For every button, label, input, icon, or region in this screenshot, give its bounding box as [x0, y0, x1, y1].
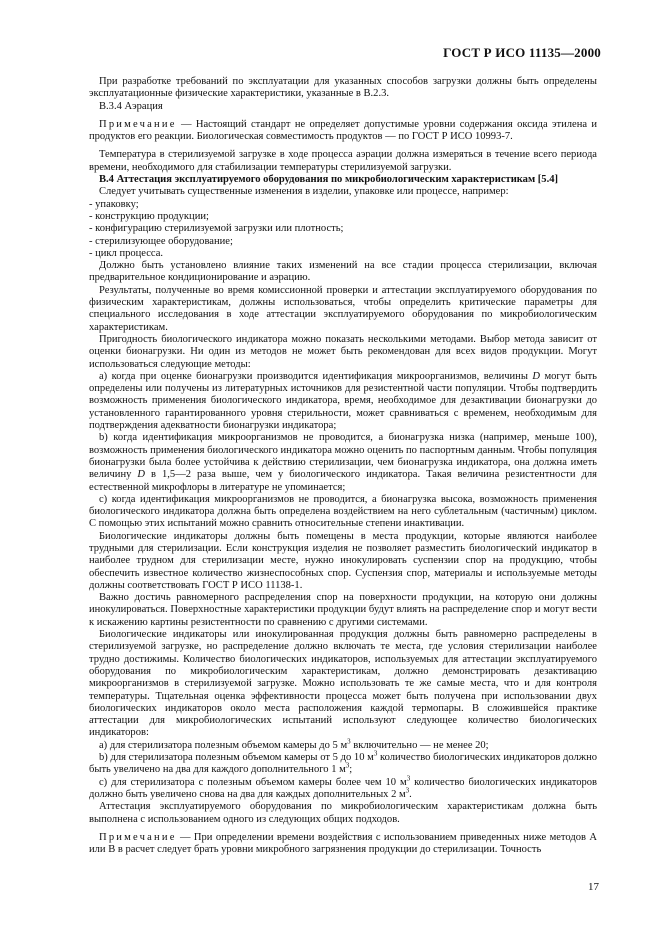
note-text: — Настоящий стандарт не определяет допустимые уровни содержания оксида этилена и продуктов его реакции. Биологическая совместимость продуктов — по ГОСТ Р ИСО 10993-7.: [89, 118, 598, 143]
page-number: 17: [588, 881, 599, 893]
quantity-item-b: b) для стерилизатора полезным объемом камеры от 5 до 10 $м^3$ количество биологических индикаторов должно быть увеличено на два для каждого дополнительного 1 $м^3$;: [89, 749, 597, 776]
document-standard-header: ГОСТ Р ИСО 11135—2000: [443, 45, 601, 60]
list-item: - упаковку;: [89, 198, 139, 210]
paragraph-loading-requirements: При разработке требований по эксплуатации для указанных способов загрузки должны быть определены эксплуатационные физические характеристики, указанные в В.2.3.: [89, 76, 597, 100]
section-b4-heading: В.4 Аттестация эксплуатируемого оборудования по микробиологическим характеристикам [5.4]: [99, 174, 558, 186]
paragraph-commissioning-results: Результаты, полученные во время комиссионной проверки и аттестации эксплуатируемого оборудования по физическим характеристикам, должны использоваться, чтобы определить критические параметры для специального исследования в ходе аттестации эксплуатируемого оборудования по микробиологическим характеристикам.: [89, 284, 597, 333]
quantity-item-c: с) для стерилизатора с полезным объемом камеры более чем 10 $м^3$ количество биологических индикаторов должно быть увеличено снова на два для каждых дополнительных 2 $м^3$.: [89, 774, 598, 800]
paragraph-influence-of-changes: Должно быть установлено влияние таких изменений на все стадии процесса стерилизации, включая предварительное кондиционирование и аэрацию.: [89, 260, 597, 284]
quantity-item-a: а) для стерилизатора полезным объемом камеры до 5 $м^3$ включительно — не менее 20;: [99, 737, 489, 751]
note-text: — При определении времени воздействия с использованием приведенных ниже методов А или В в расчет следует брать уровни микробного загрязнения продукции до стерилизации. Точность: [89, 831, 597, 856]
paragraph-indicator-distribution: Биологические индикаторы или инокулированная продукция должны быть равномерно распределены в стерилизуемой загрузке, но распределение должно включать те места, где условия стерилизации наиболее трудно достижимы. Количество биологических индикаторов, используемых для аттестации эксплуатируемого оборудования по микробиологическим характеристикам, должно демонстрировать дезактивацию микроорганизмов в стерилизуемой загрузке. Можно использовать те же самые места, что и для контроля температуры. Тщательная оценка эффективности процесса может быть получена при использовании двух биологических индикаторов около места расположения каждой термопары. В сложившейся практике аттестации для микробиологических испытаний используют следующее количество биологических индикаторов:: [89, 629, 597, 739]
paragraph-spore-distribution: Важно достичь равномерного распределения спор на поверхности продукции, на которую они должны инокулироваться. Поверхностные характеристики продукции будут влиять на распределение спор и могут вести к искажению картины резистентности по сравнению с другими системами.: [89, 592, 597, 628]
list-item: - конфигурацию стерилизуемой загрузки или плотность;: [89, 223, 344, 235]
paragraph-significant-changes: Следует учитывать существенные изменения в изделии, упаковке или процессе, например:: [99, 186, 509, 198]
list-item: - цикл процесса.: [89, 247, 164, 259]
paragraph-qualification-approaches: Аттестация эксплуатируемого оборудования по микробиологическим характеристикам должна быть выполнена с использованием одного из следующих общих подходов.: [89, 801, 597, 825]
note-exposure-time: [89, 832, 597, 857]
paragraph-aeration-temperature: Температура в стерилизуемой загрузке в ходе процесса аэрации должна измеряться в течение всего периода времени, необходимого для стабилизации температуры стерилизуемой загрузки.: [89, 149, 597, 173]
document-body: [89, 76, 597, 856]
paragraph-indicator-suitability: Пригодность биологического индикатора можно показать несколькими методами. Выбор метода зависит от оценки бионагрузки. Ни один из методов не может быть рекомендован для всех видов продукции. Могут использоваться следующие методы:: [89, 333, 597, 370]
note-label: Примечание: [99, 118, 177, 130]
list-item: - стерилизующее оборудование;: [89, 235, 233, 247]
note-ethylene-oxide: [89, 119, 597, 144]
method-b-paragraph: b) когда идентификация микроорганизмов не проводится, а бионагрузка низка (например, меньше 100), возможность применения биологического индикатора можно оценить по паспортным данным. Чтобы популяция бионагрузки была более устойчива к действию стерилизации, чем бионагрузка индикатора, она должна иметь величину D в 1,5—2 раза выше, чем у биологического индикатора. Такая величина резистентности для естественной микрофлоры в литературе не упоминается;: [89, 432, 597, 493]
method-c-paragraph: с) когда идентификация микроорганизмов не проводится, а бионагрузка высока, возможность применения биологического индикатора должна быть определена воздействием на него сублетальным (частичным) циклом. С помощью этих испытаний можно сравнить относительные степени инактивации.: [89, 493, 597, 530]
method-a-paragraph: а) когда при оценке бионагрузки производится идентификация микроорганизмов, величины D могут быть определены или получены из литературных источников для резистентной части популяции. Чтобы подтвердить возможность применения биологического индикатора, время, необходимое для дезактивации бионагрузки до установленного гарантированного уровня стерильности, может сравниваться с временем, необходимым для подтверждения адекватности бионагрузки индикатора;: [89, 370, 597, 432]
paragraph-indicator-placement: Биологические индикаторы должны быть помещены в места продукции, которые являются наиболее трудными для стерилизации. Если конструкция изделия не позволяет разместить биологический индикатор в наиболее трудном для стерилизации месте, нужно инокулировать суспензии спор на продукцию, чтобы обеспечить известное количество жизнеспособных спор. Суспензия спор, материалы и используемые методы должны соответствовать ГОСТ Р ИСО 11138-1.: [89, 530, 597, 591]
list-item: - конструкцию продукции;: [89, 210, 209, 222]
note-label: Примечание: [99, 831, 177, 843]
section-b34-aeration: В.3.4 Аэрация: [99, 100, 163, 112]
